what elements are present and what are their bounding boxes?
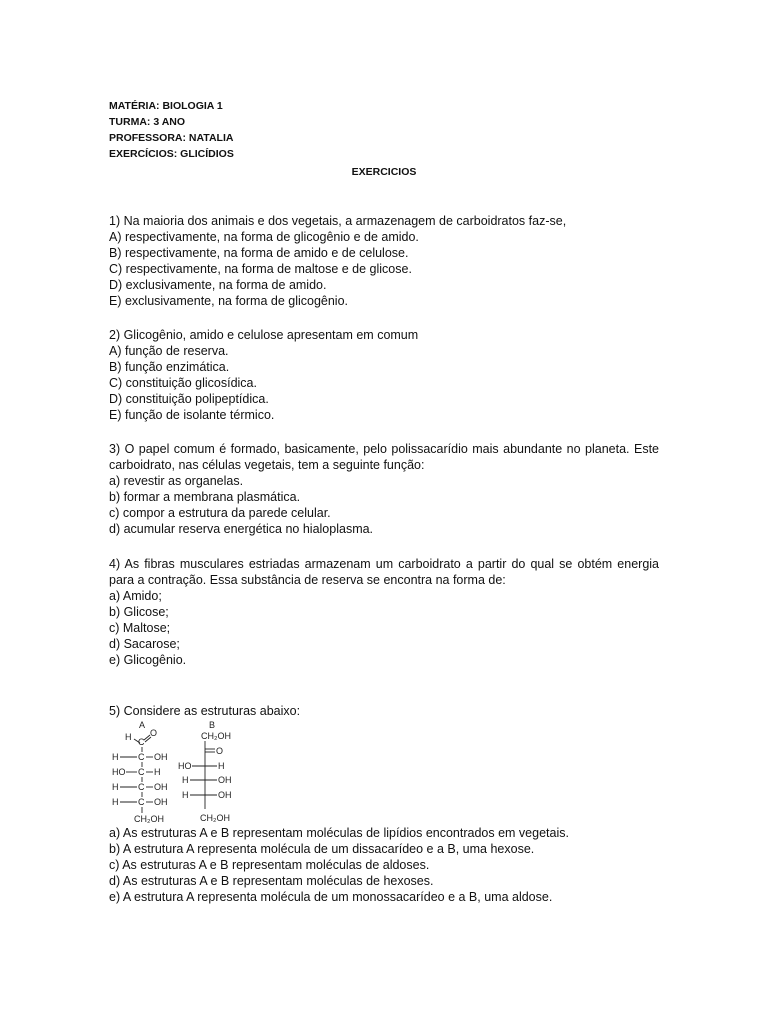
answer-option: B) função enzimática. — [109, 360, 230, 374]
structure-a-aldehyde-o: O — [150, 728, 158, 738]
answer-option: B) respectivamente, na forma de amido e de celulose. — [109, 246, 409, 260]
structure-a-row-right: OH — [154, 752, 168, 762]
structure-b-row-right: OH — [218, 775, 232, 785]
question-stem: 1) Na maioria dos animais e dos vegetais, a armazenagem de carboidratos faz-se, — [109, 214, 567, 228]
structure-a-c: C — [138, 737, 145, 747]
answer-option: D) exclusivamente, na forma de amido. — [109, 278, 327, 292]
structure-a-row-left: H — [112, 797, 119, 807]
question-stem: 2) Glicogênio, amido e celulose apresentam em comum — [109, 328, 419, 342]
question-3 — [109, 441, 659, 537]
structure-a-bottom: CH₂OH — [134, 814, 164, 824]
structure-a-label: A — [139, 720, 146, 730]
question-stem: 5) Considere as estruturas abaixo: — [109, 704, 301, 718]
structure-b-bottom: CH₂OH — [200, 813, 230, 823]
structure-a-c: C — [138, 782, 145, 792]
structure-a-c: C — [138, 767, 145, 777]
question-1 — [109, 213, 659, 309]
answer-option: d) acumular reserva energética no hialoplasma. — [109, 522, 374, 536]
header-professora: PROFESSORA: NATALIA — [109, 132, 234, 144]
answer-option: d) As estruturas A e B representam moléculas de hexoses. — [109, 874, 434, 888]
answer-option: d) Sacarose; — [109, 637, 180, 651]
structure-b-carbonyl-o: O — [216, 746, 224, 756]
structure-a-row-left: H — [112, 782, 119, 792]
answer-option: b) formar a membrana plasmática. — [109, 490, 301, 504]
structure-b-row-left: H — [182, 775, 189, 785]
question-2 — [109, 327, 659, 423]
answer-option: E) função de isolante térmico. — [109, 408, 275, 422]
structure-a-row-right: OH — [154, 797, 168, 807]
answer-option: A) respectivamente, na forma de glicogênio e de amido. — [109, 230, 419, 244]
answer-option: a) revestir as organelas. — [109, 474, 244, 488]
header-exercicios: EXERCÍCIOS: GLICÍDIOS — [109, 148, 234, 160]
structure-a-row-left: H — [112, 752, 119, 762]
structure-a-c: C — [138, 752, 145, 762]
answer-option: b) A estrutura A representa molécula de um dissacarídeo e a B, uma hexose. — [109, 842, 535, 856]
answer-option: a) As estruturas A e B representam moléculas de lipídios encontrados em vegetais. — [109, 826, 569, 840]
structure-b-row-right: OH — [218, 790, 232, 800]
answer-option: A) função de reserva. — [109, 344, 229, 358]
answer-option: C) respectivamente, na forma de maltose e de glicose. — [109, 262, 412, 276]
structure-a-aldehyde-h: H — [125, 732, 132, 742]
answer-option: E) exclusivamente, na forma de glicogênio. — [109, 294, 349, 308]
question-stem: 3) O papel comum é formado, basicamente, pelo polissacarídio mais abundante no planeta. Este carboidrato, nas células vegetais, tem a seguinte função: — [109, 442, 659, 472]
structure-b-label: B — [209, 720, 216, 730]
header-materia: MATÉRIA: BIOLOGIA 1 — [109, 100, 223, 112]
answer-option: b) Glicose; — [109, 605, 169, 619]
answer-option: e) Glicogênio. — [109, 653, 187, 667]
question-5 — [109, 703, 659, 719]
answer-option: c) As estruturas A e B representam moléculas de aldoses. — [109, 858, 430, 872]
answer-option: e) A estrutura A representa molécula de um monossacarídeo e a B, uma aldose. — [109, 890, 553, 904]
header-turma: TURMA: 3 ANO — [109, 116, 186, 128]
chemical-structures-figure — [112, 719, 252, 829]
answer-option: c) Maltose; — [109, 621, 171, 635]
page-title: EXERCICIOS — [351, 166, 417, 178]
document-header — [109, 98, 234, 162]
answer-option: a) Amido; — [109, 589, 162, 603]
structure-a-row-right: H — [154, 767, 161, 777]
structure-a-row-left: HO — [112, 767, 126, 777]
answer-option: c) compor a estrutura da parede celular. — [109, 506, 331, 520]
structure-b-row-right: H — [218, 761, 225, 771]
structure-b-row-left: H — [182, 790, 189, 800]
answer-option: C) constituição glicosídica. — [109, 376, 257, 390]
structure-a-row-right: OH — [154, 782, 168, 792]
structure-a-c: C — [138, 797, 145, 807]
question-5-options — [109, 825, 659, 905]
question-4 — [109, 556, 659, 668]
answer-option: D) constituição polipeptídica. — [109, 392, 269, 406]
question-stem: 4) As fibras musculares estriadas armazenam um carboidrato a partir do qual se obtém energia para a contração. Essa substância de reserva se encontra na forma de: — [109, 557, 659, 587]
structure-b-row-left: HO — [178, 761, 192, 771]
structure-b-top: CH₂OH — [201, 731, 231, 741]
